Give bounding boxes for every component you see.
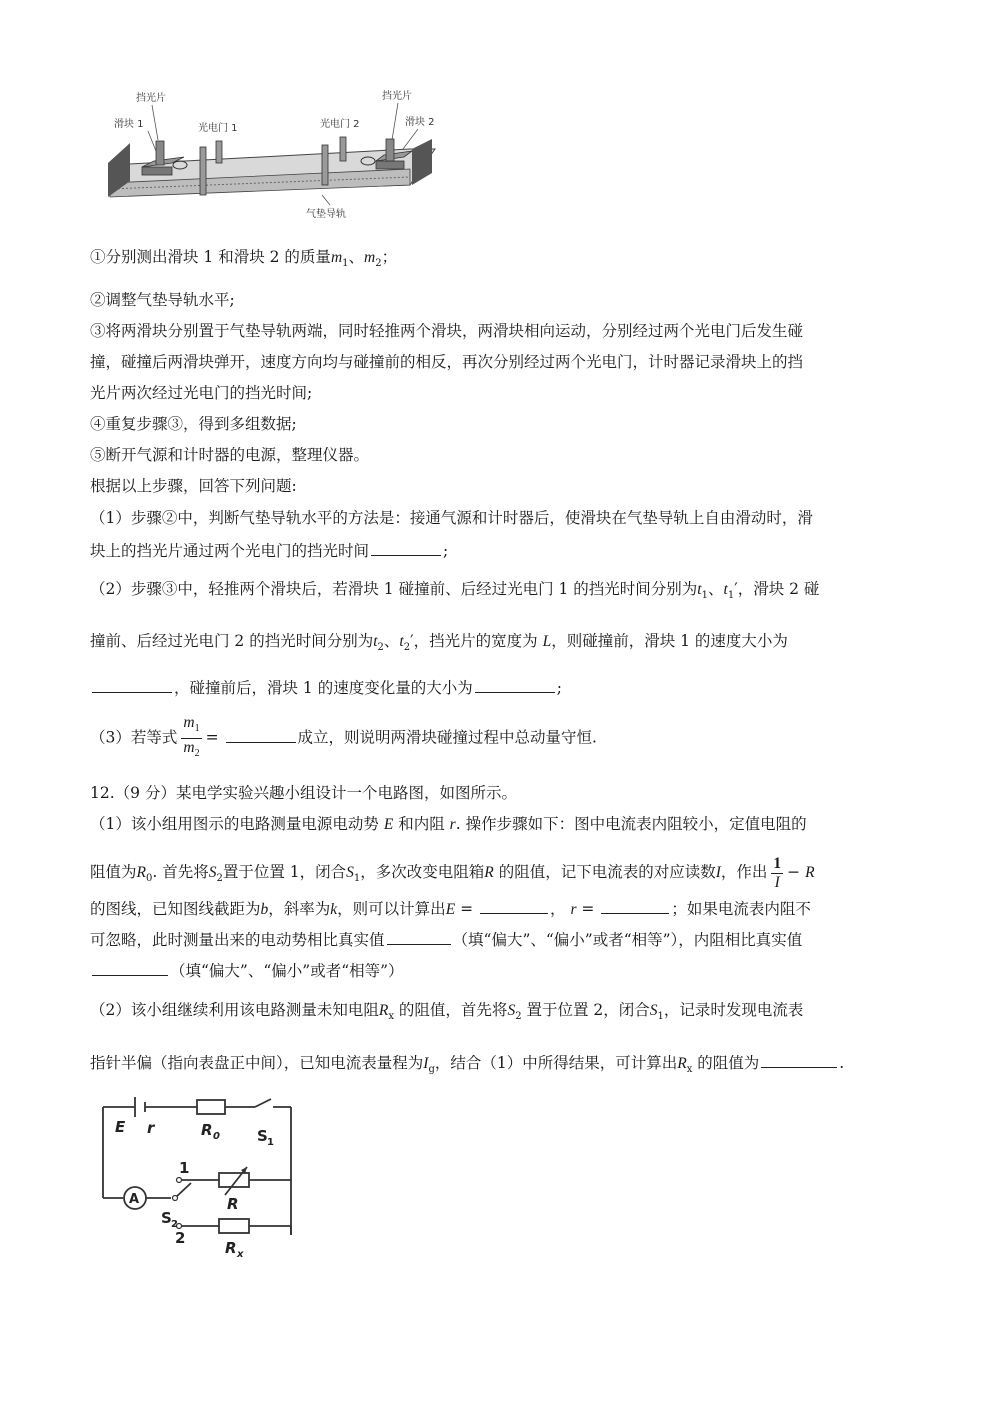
air-track-figure	[100, 85, 445, 225]
answer-blank[interactable]	[601, 897, 669, 914]
label-pos1: 1	[179, 1159, 190, 1177]
p12-l5: （填“偏大”、“偏小”或者“相等”）	[90, 959, 404, 982]
label-S2: S	[161, 1209, 172, 1227]
label-r: r	[147, 1119, 155, 1137]
label-S1-sub: 1	[267, 1137, 274, 1148]
q2-line1: （2）步骤③中，轻推两个滑块后，若滑块 1 碰撞前、后经过光电门 1 的挡光时间分别为$t_1$、$t_1'$，滑块 2 碰	[90, 580, 820, 602]
step-3-line2: 撞，碰撞后两滑块弹开，速度方向均与碰撞前的相反，再次分别经过两个光电门，计时器记录滑块上的挡	[90, 353, 804, 371]
label-Rx-sub: x	[237, 1249, 244, 1260]
label-R0-sub: 0	[213, 1131, 220, 1142]
answer-blank[interactable]	[475, 676, 555, 693]
p12-l2: 阻值为$R_0$. 首先将$S_2$置于位置 1，闭合$S_1$，多次改变电阻箱R 的阻值，记下电流表的对应读数I，作出 $\frac{1}{I}$ − R	[90, 854, 815, 891]
q1-line1: （1）步骤②中，判断气垫导轨水平的方法是：接通气源和计时器后，使滑块在气垫导轨上自由滑动时，滑	[90, 509, 813, 527]
label-shade-left: 挡光片	[136, 93, 166, 104]
label-E: E	[115, 1118, 126, 1136]
label-slider2: 滑块 2	[405, 117, 435, 128]
step-3-line3: 光片两次经过光电门的挡光时间;	[90, 384, 313, 402]
answer-blank[interactable]	[92, 676, 172, 693]
label-pos2: 2	[175, 1229, 186, 1247]
answer-blank[interactable]	[226, 726, 296, 743]
label-R: R	[227, 1195, 239, 1213]
step-1: ①分别测出滑块 1 和滑块 2 的质量$m_1$、$m_2$；	[90, 248, 398, 270]
step-4: ④重复步骤③，得到多组数据;	[90, 415, 297, 433]
label-S1: S	[257, 1127, 268, 1145]
circuit-figure	[95, 1095, 300, 1270]
label-slider1: 滑块 1	[114, 119, 144, 130]
answer-blank[interactable]	[480, 897, 548, 914]
label-gate2: 光电门 2	[320, 119, 360, 130]
label-R0: R	[201, 1121, 213, 1139]
answer-blank[interactable]	[371, 539, 441, 556]
p12-l3: 的图线，已知图线截距为b，斜率为k，则可以计算出E = ， r = ；如果电流表内阻不	[90, 897, 811, 921]
label-rail: 气垫导轨	[306, 209, 346, 220]
answer-blank[interactable]	[92, 959, 168, 976]
answer-blank[interactable]	[387, 928, 451, 945]
q1-line2: 块上的挡光片通过两个光电门的挡光时间 ;	[90, 539, 448, 562]
instruction: 根据以上步骤，回答下列问题:	[90, 477, 297, 495]
q2-line2: 撞前、后经过光电门 2 的挡光时间分别为$t_2$、$t_2'$，挡光片的宽度为 L，则碰撞前，滑块 1 的速度大小为	[90, 632, 788, 654]
p12-l7: 指针半偏（指向表盘正中间），已知电流表量程为$I_g$，结合（1）中所得结果，可计算出$R_x$ 的阻值为 .	[90, 1051, 844, 1081]
answer-blank[interactable]	[761, 1051, 837, 1068]
step-2: ②调整气垫导轨水平;	[90, 291, 235, 309]
p12-head: 12.（9 分）某电学实验兴趣小组设计一个电路图，如图所示。	[90, 784, 517, 802]
label-Rx: R	[225, 1239, 237, 1257]
label-A: A	[129, 1192, 140, 1207]
step-3-line1: ③将两滑块分别置于气垫导轨两端，同时轻推两个滑块，两滑块相向运动，分别经过两个光电门后发生碰	[90, 322, 804, 340]
p12-l1: （1）该小组用图示的电路测量电源电动势 E 和内阻 r. 操作步骤如下：图中电流表内阻较小，定值电阻的	[90, 815, 807, 833]
q3-line: （3）若等式 $\frac{m_1}{m_2}$ = 成立，则说明两滑块碰撞过程中总动量守恒.	[90, 714, 597, 760]
p12-l4: 可忽略，此时测量出来的电动势相比真实值 （填“偏大”、“偏小”或者“相等”），内阻相比真实值	[90, 928, 802, 951]
label-S2-sub: 2	[171, 1219, 178, 1230]
label-gate1: 光电门 1	[198, 123, 238, 134]
p12-l6: （2）该小组继续利用该电路测量未知电阻$R_x$ 的阻值，首先将$S_2$ 置于位置 2，闭合$S_1$，记录时发现电流表	[90, 1001, 804, 1023]
label-shade-right: 挡光片	[382, 91, 412, 102]
q2-line3: ，碰撞前后，滑块 1 的速度变化量的大小为 ;	[90, 676, 562, 699]
step-5: ⑤断开气源和计时器的电源，整理仪器。	[90, 446, 370, 464]
